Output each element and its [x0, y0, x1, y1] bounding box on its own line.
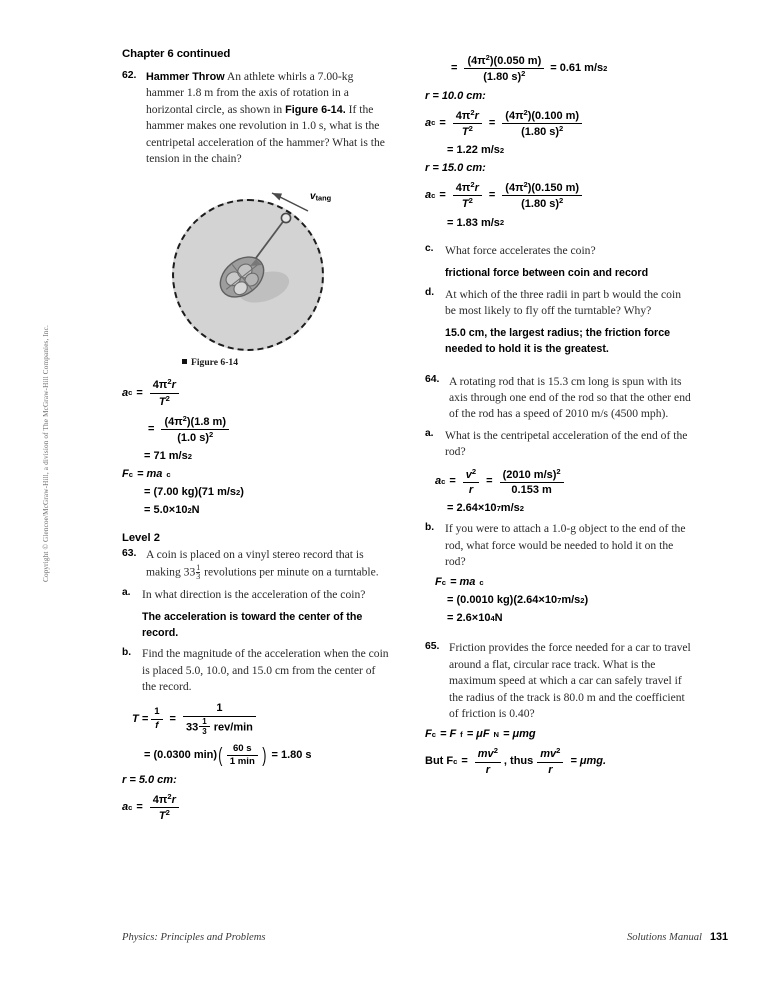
problem-63-part-a — [122, 587, 390, 642]
figure-hammer-illustration — [122, 181, 390, 371]
eq-62-line4: F c = ma c — [122, 468, 171, 481]
problem-62-lead: Hammer Throw — [146, 71, 225, 83]
p64-part-b-question: If you were to attach a 1.0-g object to the end of the rod, what force would be needed to hold it on the rod? — [445, 522, 686, 568]
problem-64 — [425, 374, 693, 423]
eq-62-line1: a c = $\frac{4\pi^2r}{T^2}$ — [122, 378, 390, 408]
eq-63-r15: a c = $\frac{4\pi^2r}{T^2}$ = $\frac{(4\pi^2)(0.150 m)}{(1.80 s)^2}$ — [425, 181, 693, 211]
level-2-heading: Level 2 — [122, 532, 160, 545]
part-c-answer: frictional force between coin and record — [445, 266, 649, 279]
eq-62-line3: = 71 m/s 2 — [144, 450, 192, 463]
copyright-notice: Copyright © Glencoe/McGraw-Hill, a division of The McGraw-Hill Companies, Inc. — [42, 325, 50, 582]
problem-64-part-b — [425, 521, 693, 570]
p64-part-a-question: What is the centripetal acceleration of the end of the rod? — [445, 428, 688, 459]
eq-65-line1: F c = F f = μF N = μmg — [425, 728, 536, 741]
part-a-question: In what direction is the acceleration of the coin? The acceleration is toward the center of the record. — [142, 587, 390, 642]
part-c-question: What force accelerates the coin? frictional force between coin and record — [445, 243, 693, 282]
footer-book-title: Physics: Principles and Problems — [122, 932, 266, 943]
part-d-letter: d. — [425, 287, 435, 298]
problem-63-part-d — [425, 287, 693, 358]
eq-64a: a c = $\frac{v^2}{r}$ = $\frac{(2010 m/s)^2}{0.153 m}$ — [435, 468, 693, 497]
eq-62-line2: = $\frac{(4\pi^2)(1.8 m)}{(1.0 s)^2}$ — [144, 415, 390, 445]
eq-63-r15-label: r = 15.0 cm: — [425, 162, 486, 174]
part-a-answer: The acceleration is toward the center of the record. — [142, 611, 363, 639]
problem-62-text-part2: If the hammer makes one revolution in 1.0 s, what is the centripetal acceleration of the hammer? What is the tension in the chain? — [146, 102, 385, 166]
problem-65-text: Friction provides the force needed for a car to travel around a flat, circular race track. What is the maximum speed at which a car can safely travel if the radius of the track is 80.0 m and the coefficient of friction is 0.40? — [449, 641, 691, 720]
problem-63-number: 63. — [122, 547, 137, 559]
figure-caption: Figure 6-14 — [182, 357, 238, 368]
problem-63-part-c — [425, 243, 693, 282]
eq-62-line5: = (7.00 kg)(71 m/s 2 ) — [144, 486, 244, 499]
mixed-fraction-one-third: $\frac{1}{3}$ — [196, 562, 201, 582]
footer-section-title: Solutions Manual — [626, 932, 702, 943]
page-number: 131 — [709, 931, 728, 943]
right-column — [425, 48, 693, 783]
problem-63-text: A coin is placed on a vinyl stereo record that is making 33 $\frac{1}{3}$ revolutions per minute on a turntable. — [146, 548, 379, 582]
problem-63-part-b — [122, 646, 390, 695]
part-b-letter: b. — [122, 646, 132, 658]
caption-bullet-icon — [182, 359, 187, 364]
eq-63-r10-result: = 1.22 m/s 2 — [447, 144, 505, 156]
eq-63-r5: r = 5.0 cm: — [122, 774, 177, 786]
problem-62-text-part1: An athlete whirls a 7.00-kg hammer 1.8 m from the axis of rotation in a horizontal circle, as shown in — [146, 70, 354, 116]
part-a-letter: a. — [122, 587, 131, 599]
p64-part-a-letter: a. — [425, 428, 434, 440]
figure-6-14 — [122, 181, 390, 371]
part-d-answer: 15.0 cm, the largest radius; the friction force needed to hold it is the greatest. — [445, 327, 671, 355]
chapter-heading: Chapter 6 continued — [122, 48, 231, 60]
eq-64a-result: = 2.64×10 7 m/s 2 — [447, 502, 524, 515]
problem-64-text: A rotating rod that is 15.3 cm long is spun with its axis through one end of the rod so that the other end of the rod has a speed of 2010 m/s (4500 mph). — [449, 374, 691, 421]
problem-64-part-a — [425, 428, 693, 461]
eq-64b-line1: F c = ma c — [435, 576, 484, 589]
eq-63-r5-result: = $\frac{(4\pi^2)(0.050 m)}{(1.80 s)^2}$ = 0.61 m/s 2 — [451, 53, 608, 84]
footer-right-group — [627, 931, 728, 943]
eq-64b-result: = 2.6×10 4 N — [447, 612, 503, 625]
problem-63 — [122, 547, 390, 581]
problem-62-number: 62. — [122, 69, 137, 81]
eq-63-period-value: = (0.0300 min) ( $\frac{60 s}{1 \min}$ ) = 1.80 s — [144, 742, 312, 768]
eq-63-r10: a c = $\frac{4\pi^2r}{T^2}$ = $\frac{(4\pi^2)(0.100 m)}{(1.80 s)^2}$ — [425, 109, 693, 139]
p64-part-b-letter: b. — [425, 521, 435, 533]
eq-63-r15-result: = 1.83 m/s 2 — [447, 216, 505, 229]
problem-62-text — [146, 69, 390, 167]
eq-63-period: T = $\frac{1}{f}$ = 1 33 $\frac{1}{3}$ rev/min — [132, 702, 390, 736]
problem-65-number: 65. — [425, 640, 440, 652]
eq-64b-line2: = (0.0010 kg)(2.64×10 7 m/s 2 ) — [447, 594, 589, 607]
part-c-letter: c. — [425, 243, 434, 254]
eq-63-ac: a c = $\frac{4\pi^2r}{T^2}$ — [122, 793, 390, 823]
page-footer — [122, 931, 728, 943]
left-column — [122, 48, 390, 830]
part-d-question: At which of the three radii in part b would the coin be most likely to fly off the turntable? Why? 15.0 cm, the largest radius; the friction force needed to hold it is the greatest. — [445, 287, 693, 358]
problem-62-figure-ref: Figure 6-14. — [285, 103, 346, 116]
part-b-question: Find the magnitude of the acceleration when the coin is placed 5.0, 10.0, and 15.0 cm from the center of the record. — [142, 647, 389, 694]
problem-64-number: 64. — [425, 374, 440, 385]
eq-63-r10-label: r = 10.0 cm: — [425, 89, 486, 102]
problem-62 — [122, 69, 390, 167]
eq-62-line6: = 5.0×10 2 N — [144, 504, 200, 517]
figure-velocity-label: vtang — [310, 191, 332, 204]
eq-65-line2: But F c = $\frac{mv^2}{r}$ , thus $\frac{mv^2}{r}$ = μmg. — [425, 746, 607, 776]
problem-65 — [425, 640, 693, 722]
